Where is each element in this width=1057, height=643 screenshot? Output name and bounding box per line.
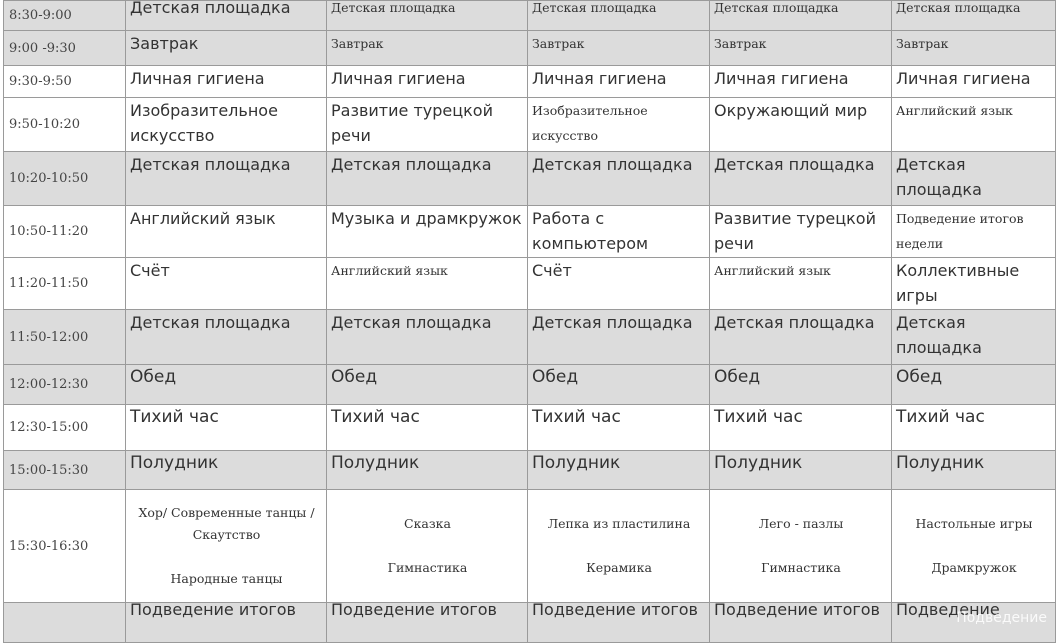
activity-text: Изобразительное искусство	[130, 101, 278, 145]
time-cell: 11:50-12:00	[4, 310, 126, 365]
activity-cell	[710, 310, 892, 365]
time-cell: 15:30-16:30	[4, 490, 126, 603]
activity-text: Личная гигиена	[331, 69, 466, 88]
activity-cell	[126, 365, 327, 405]
activity-cell	[528, 152, 710, 206]
time-cell: 9:50-10:20	[4, 98, 126, 152]
activity-text: Личная гигиена	[130, 69, 265, 88]
activity-text: Детская площадка	[896, 155, 982, 199]
activity-text: Детская площадка	[896, 313, 982, 357]
activity-cell	[892, 310, 1056, 365]
activity-text: Счёт	[532, 261, 572, 280]
activity-cell	[327, 152, 528, 206]
activity-cell	[327, 31, 528, 66]
activity-cell	[892, 405, 1056, 451]
activity-text: Тихий час	[896, 407, 985, 427]
activity-text: Обед	[896, 367, 943, 387]
activity-cell	[126, 310, 327, 365]
activity-cell	[327, 365, 528, 405]
activity-cell	[327, 206, 528, 258]
activity-cell	[710, 258, 892, 310]
table-row	[4, 258, 1056, 310]
time-cell: 8:30-9:00	[4, 1, 126, 31]
table-row	[4, 152, 1056, 206]
activity-text: Подведение итогов недели	[896, 211, 1024, 251]
time-cell: 11:20-11:50	[4, 258, 126, 310]
activity-text: Коллективные игры	[896, 261, 1020, 305]
time-cell: 12:00-12:30	[4, 365, 126, 405]
activity-text: Детская площадка	[331, 313, 492, 332]
activity-text: Развитие турецкой речи	[714, 209, 876, 253]
time-cell: 15:00-15:30	[4, 451, 126, 490]
activity-cell	[126, 206, 327, 258]
activity-text: Тихий час	[331, 407, 420, 427]
activity-cell	[710, 206, 892, 258]
activity-cell	[327, 66, 528, 98]
activity-cell	[327, 258, 528, 310]
table-row	[4, 405, 1056, 451]
activity-text: Тихий час	[714, 407, 803, 427]
table-row	[4, 1, 1056, 31]
activity-cell	[528, 451, 710, 490]
activity-text: Завтрак	[896, 36, 949, 51]
activity-text: Хор/ Современные танцы / Скаутство Народные танцы	[138, 505, 315, 586]
activity-text: Детская площадка	[532, 155, 693, 174]
table-row	[4, 451, 1056, 490]
activity-cell	[126, 451, 327, 490]
activity-cell	[327, 603, 528, 643]
activity-text: Лепка из пластилина Керамика	[547, 516, 691, 575]
activity-cell	[327, 310, 528, 365]
activity-cell	[528, 31, 710, 66]
table-row	[4, 206, 1056, 258]
activity-cell	[528, 258, 710, 310]
activity-cell	[710, 152, 892, 206]
activity-text: Личная гигиена	[896, 69, 1031, 88]
activity-cell	[892, 206, 1056, 258]
activity-cell	[126, 31, 327, 66]
activity-cell	[126, 152, 327, 206]
table-row	[4, 603, 1056, 643]
activity-cell	[327, 405, 528, 451]
activity-text: Окружающий мир	[714, 101, 868, 120]
activity-text: Счёт	[130, 261, 170, 280]
activity-cell	[892, 258, 1056, 310]
time-cell: 9:30-9:50	[4, 66, 126, 98]
activity-text: Английский язык	[130, 209, 276, 228]
activity-cell	[892, 451, 1056, 490]
activity-text: Подведение итогов	[130, 602, 296, 619]
activity-cell	[528, 365, 710, 405]
activity-cell	[126, 405, 327, 451]
time-cell: 12:30-15:00	[4, 405, 126, 451]
activity-text: Тихий час	[532, 407, 621, 427]
activity-text: Детская площадка	[896, 0, 1021, 15]
activity-text: Детская площадка	[130, 0, 291, 17]
activity-text: Работа с компьютером	[532, 209, 649, 253]
activity-text: Подведение итогов	[532, 602, 698, 619]
activity-cell	[327, 98, 528, 152]
activity-cell	[327, 1, 528, 31]
activity-cell	[126, 66, 327, 98]
time-cell: 10:20-10:50	[4, 152, 126, 206]
activity-cell	[892, 490, 1056, 603]
activity-text: Настольные игры Драмкружок	[915, 516, 1033, 575]
activity-text: Подведение итогов	[714, 602, 880, 619]
activity-cell	[710, 490, 892, 603]
activity-text: Полудник	[130, 453, 219, 473]
activity-text: Детская площадка	[714, 0, 839, 15]
watermark: Подведение	[956, 610, 1047, 626]
activity-text: Английский язык	[331, 263, 448, 278]
activity-cell	[528, 490, 710, 603]
activity-cell	[126, 490, 327, 603]
activity-text: Музыка и драмкружок	[331, 209, 522, 228]
activity-text: Обед	[714, 367, 761, 387]
activity-text: Подведение	[896, 602, 1000, 619]
activity-cell	[126, 1, 327, 31]
activity-cell	[710, 66, 892, 98]
activity-text: Детская площадка	[331, 0, 456, 15]
activity-cell	[892, 152, 1056, 206]
activity-cell	[710, 405, 892, 451]
activity-cell	[710, 31, 892, 66]
activity-cell	[892, 365, 1056, 405]
activity-text: Сказка Гимнастика	[387, 516, 468, 575]
activity-cell	[327, 451, 528, 490]
activity-text: Завтрак	[331, 36, 384, 51]
activity-text: Тихий час	[130, 407, 219, 427]
time-cell: 10:50-11:20	[4, 206, 126, 258]
activity-text: Полудник	[532, 453, 621, 473]
activity-cell	[892, 98, 1056, 152]
activity-cell	[126, 603, 327, 643]
activity-cell	[528, 206, 710, 258]
activity-text: Завтрак	[130, 34, 199, 53]
table-row	[4, 98, 1056, 152]
schedule-table	[3, 0, 1056, 643]
activity-cell	[126, 98, 327, 152]
activity-text: Английский язык	[896, 103, 1013, 118]
activity-text: Завтрак	[532, 36, 585, 51]
activity-cell	[528, 98, 710, 152]
time-cell: 9:00 -9:30	[4, 31, 126, 66]
table-row	[4, 310, 1056, 365]
activity-text: Развитие турецкой речи	[331, 101, 493, 145]
activity-text: Личная гигиена	[714, 69, 849, 88]
table-row	[4, 490, 1056, 603]
activity-cell	[710, 365, 892, 405]
activity-cell	[528, 405, 710, 451]
activity-text: Полудник	[714, 453, 803, 473]
activity-cell	[126, 258, 327, 310]
activity-cell	[892, 1, 1056, 31]
activity-text: Подведение итогов	[331, 602, 497, 619]
activity-cell	[892, 66, 1056, 98]
activity-cell	[710, 1, 892, 31]
activity-text: Детская площадка	[714, 155, 875, 174]
activity-cell	[710, 451, 892, 490]
table-row	[4, 31, 1056, 66]
activity-cell	[528, 66, 710, 98]
activity-text: Изобразительное искусство	[532, 103, 648, 143]
activity-text: Завтрак	[714, 36, 767, 51]
activity-text: Детская площадка	[714, 313, 875, 332]
table-row	[4, 365, 1056, 405]
activity-text: Обед	[130, 367, 177, 387]
activity-text: Лего - пазлы Гимнастика	[758, 516, 844, 575]
activity-text: Детская площадка	[331, 155, 492, 174]
activity-text: Детская площадка	[130, 155, 291, 174]
table-row	[4, 66, 1056, 98]
activity-cell	[892, 31, 1056, 66]
activity-text: Детская площадка	[130, 313, 291, 332]
activity-text: Детская площадка	[532, 0, 657, 15]
activity-text: Полудник	[896, 453, 985, 473]
activity-text: Полудник	[331, 453, 420, 473]
time-cell	[4, 603, 126, 643]
activity-text: Английский язык	[714, 263, 831, 278]
activity-cell	[528, 310, 710, 365]
activity-cell	[710, 603, 892, 643]
activity-cell	[528, 603, 710, 643]
activity-text: Детская площадка	[532, 313, 693, 332]
activity-text: Обед	[532, 367, 579, 387]
activity-text: Личная гигиена	[532, 69, 667, 88]
activity-cell	[710, 98, 892, 152]
activity-cell	[327, 490, 528, 603]
activity-cell	[528, 1, 710, 31]
activity-text: Обед	[331, 367, 378, 387]
